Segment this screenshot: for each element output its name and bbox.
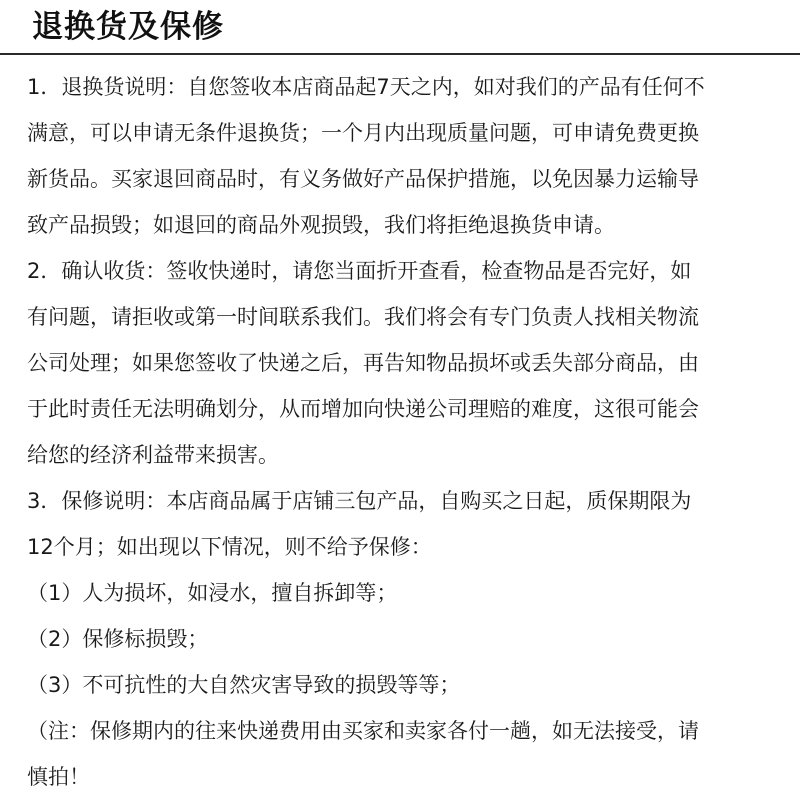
text-line: 新货品。买家退回商品时，有义务做好产品保护措施，以免因暴力运输导 [27,167,699,191]
text-line: （1）人为损坏，如浸水，擅自拆卸等； [27,581,398,605]
text-line: 慎拍！ [27,765,90,789]
text-line: （注：保修期内的往来快递费用由买家和卖家各付一趟，如无法接受，请 [27,719,699,743]
text-line: 2．确认收货：签收快递时，请您当面折开查看，检查物品是否完好，如 [27,259,692,283]
text-line: 给您的经济利益带来损害。 [27,443,279,467]
text-line: 满意，可以申请无条件退换货；一个月内出现质量问题，可申请免费更换 [27,121,699,145]
text-line: 1．退换货说明：自您签收本店商品起7天之内，如对我们的产品有任何不 [27,75,705,99]
text-line: 12个月；如出现以下情况，则不给予保修： [27,535,432,559]
text-line: 有问题，请拒收或第一时间联系我们。我们将会有专门负责人找相关物流 [27,305,699,329]
title-divider [0,53,800,55]
text-line: 致产品损毁；如退回的商品外观损毁，我们将拒绝退换货申请。 [27,213,615,237]
page-title: 退换货及保修 [32,9,224,45]
policy-body [27,64,777,800]
text-line: 公司处理；如果您签收了快递之后，再告知物品损坏或丢失部分商品，由 [27,351,699,375]
text-line: （2）保修标损毁； [27,627,209,651]
text-line: 3．保修说明：本店商品属于店铺三包产品，自购买之日起，质保期限为 [27,489,692,513]
text-line: （3）不可抗性的大自然灾害导致的损毁等等； [27,673,461,697]
text-line: 于此时责任无法明确划分，从而增加向快递公司理赔的难度，这很可能会 [27,397,699,421]
